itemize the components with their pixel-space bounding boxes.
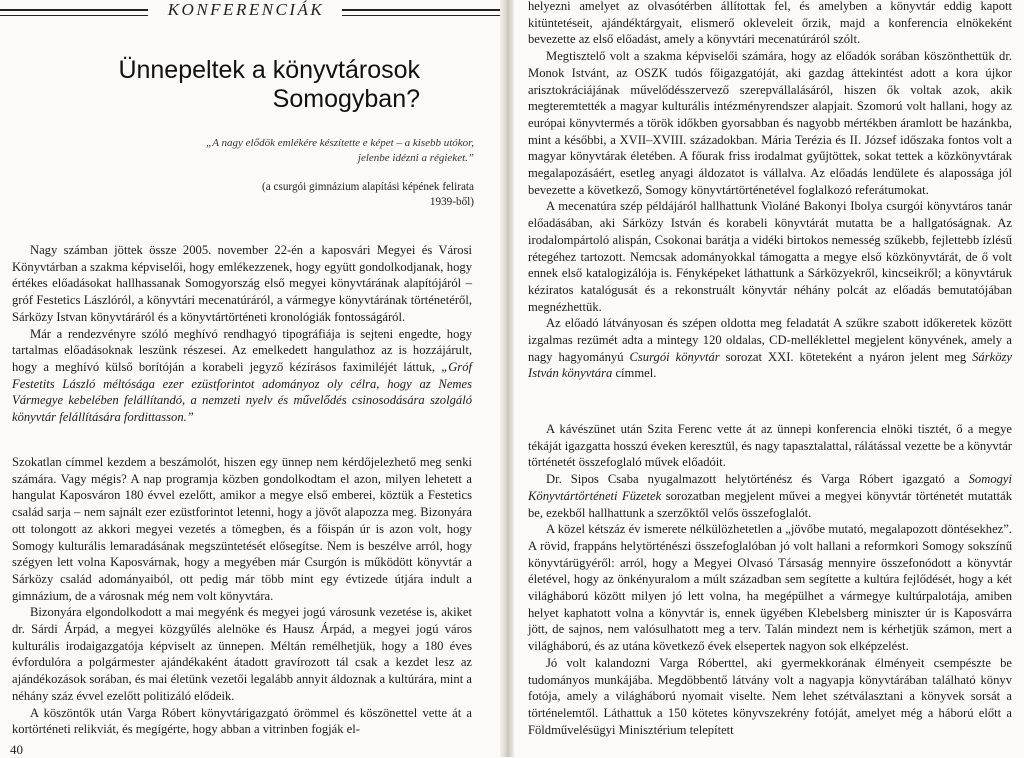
- paragraph: A kávészünet után Szita Ferenc vette át az ünnepi konferencia elnöki tisztét, ő a megye tékáját igazgatta hosszú éveken keresztül, és nagy tapasztalattal, rálátással vezette be a könyvtár történetét összefoglaló művek előadóit.: [528, 422, 1012, 470]
- article-title: [90, 56, 420, 114]
- header-rule-left: [0, 9, 148, 16]
- right-page: [514, 0, 1024, 757]
- paragraph: Jó volt kalandozni Varga Róberttel, aki gyermekkorának élményeit csempészte be tudományos munkájába. Megdöbbentő látvány volt a nagyapja könyvtárában található könyv fotója, amely a világháború nyomait viselte. Nem lehet szétválasztani a könyvek sorsát a történelemtől. Láthattuk a 150 kötetes könyvszekrény fotóját, amelyet még a háború előtt a Földművelésügyi Minisztérium telepített: [528, 655, 1012, 737]
- paragraph: A köszöntők után Varga Róbert könyvtárigazgató örömmel és köszönettel vette át a kortörténeti relikviát, és megígérte, hogy abban a vitrinben fogják el-: [12, 705, 472, 737]
- left-text-block-2: [12, 454, 472, 738]
- paragraph-text: címmel.: [612, 366, 657, 381]
- header-rule-right: [342, 9, 500, 16]
- right-text-block-2: [528, 421, 1012, 738]
- paragraph: helyezni amelyet az olvasótérben állítottak fel, és amelyben a könyvtár eddig kapott kitüntetéseit, ajándéktárgyait, elismerő okleveleit őrzik, majd a konferencia elnökeként bevezette az első előadást, amely a könyvtári mecenatúráról szólt.: [528, 0, 1012, 47]
- section-header: [0, 2, 500, 20]
- paragraph: Megtisztelő volt a szakma képviselői számára, hogy az előadók sorában köszönthettük dr. Monok Istvánt, az OSZK tudós főigazgatóját, aki gazdag áttekintést adott a kora újkor arisztokráciájának művelődésszervező szerepvállalásáról, hiszen ők voltak azok, akik megteremtették a magyar kulturális intézményrendszer alapjait. Szomorú volt hallani, hogy az európai könyvtermés a török időkben gyorsabban és nagyobb mértékben áramlott be hazánkba, mint a későbbi, a XVII–XVIII. századokban. Mária Terézia és II. József időszaka fontos volt a magyar könyvtárak életében. A főurak friss irodalmat gyűjtöttek, sokat tettek a közkönyvtárak megalapozásáért, esetleg anyagi áldozatot is vállalva. Az előadás lendülete és alapossága jól bevezette a következő, Somogy könyvtártörténetével foglalkozó referátumokat.: [528, 49, 1012, 197]
- title-line-2: Somogyban?: [272, 85, 420, 113]
- paragraph-text: Dr. Sipos Csaba nyugalmazott helytörténész és Varga Róbert igazgató a: [546, 472, 969, 487]
- right-text-block-1: [528, 0, 1012, 382]
- paragraph: [12, 326, 472, 426]
- paragraph-text: Az előadó látványosan és szépen oldotta meg feladatát A szűkre szabott időkeretek között izgalmas rezümét adta a mintegy 120 oldalas, CD-melléklettel megjelent könyvének, amely a nagy hagyományú: [528, 316, 1012, 364]
- quoted-text: „Gróf Festetits László méltósága ezer ezüstforintot adományoz oly célra, hogy az Nemes Vármegye kebelében felállítandó, a nemzeti nyelv és művelődés csinosodására szolgáló könyvtár felállítására fordittasson.”: [12, 359, 472, 425]
- paragraph: A közel kétszáz év ismerete nélkülözhetetlen a „jövőbe mutató, megalapozott döntésekhez”. A rövid, frappáns helytörténészi összefoglalóban jó volt hallani a reformkori Somogy sokszínű könyvtárügyéről: arról, hogy a Megyei Olvasó Társaság mennyire összefonódott a könyvtár életével, hogy az önkényuralom a múlt században sem segítette a kultúra fejlődését, hogy a két világháború között milyen jó lett volna, ha megépülhet a vármegye kultúrpalotája, amiben helyet kaphatott volna a könyvtár is, ennek ügyében Klebelsberg miniszter úr is Kaposvárra jött, de sajnos, nem valósulhatott meg a terv. Talán mindezt nem is kérhetjük számon, mert a világháború, és az utána következő évek elsepertek nagyon sok elképzelést.: [528, 522, 1012, 654]
- page-number: 40: [10, 742, 23, 757]
- section-label: KONFERENCIÁK: [167, 0, 325, 19]
- epigraph: „A nagy elődök emlékére készítette e képet – a kisebb utókor, jelenbe idézni a régieket.”: [206, 137, 474, 164]
- title-line-1: Ünnepeltek a könyvtárosok: [118, 56, 420, 84]
- paragraph-text: sorozatban megjelent művei a megyei könyvtár történetét mutatták be, ezekből hallhattunk a szerzőktől velős összefoglalót.: [528, 488, 1012, 520]
- paragraph: A mecenatúra szép példájáról hallhattunk Violáné Bakonyi Ibolya csurgói könyvtáros tanár előadásában, aki Sárközy István és korabeli könyvtárát mutatta be a hallgatóságnak. Az irodalompártoló alispán, Csokonai barátja a vidéki birtokos nemesség szűkebb, fejlettebb ízlésű rétegéhez tartozott. Nemcsak adományokkal támogatta a megye első közkönyvtárát, de ő volt ennek első katalogizálója is. Fényképeket láthattunk a Sárközyekről, kincseikről; a könyvtáruk kéziratos katalógusát és a rekonstruált könyvtár néhány polcát az előadás bemutatójában megnézhettük.: [528, 199, 1012, 314]
- page-gutter: [500, 0, 514, 757]
- paragraph: [528, 471, 1012, 521]
- book-title: Sárközy István könyvtára: [528, 349, 1012, 381]
- paragraph: Nagy számban jöttek össze 2005. november 22-én a kaposvári Megyei és Városi Könyvtárban a szakma képviselői, hogy emlékezzenek, hogy együtt gondolkodjanak, hogy értékes előadásokat hallhassanak Somogyország első megyei könyvtárának alapítójáról – gróf Festetics Lászlóról, a könyvtári mecenatúráról, a vármegye könyvtárának történetéről, Sárközy Istvan könyvtáráról és a könyvtártörténeti kronológiák fontosságáról.: [12, 243, 472, 324]
- paragraph: Bizonyára elgondolkodott a mai megyénk és megyei jogú városunk vezetése is, akiket dr. Sárdi Árpád, a megyei közgyűlés alelnöke és Hausz Árpád, a megyei jogú város kulturális irodaigazgatója képviselt az ünnepen. Méltán remélhetjük, hogy a 180 éves évfordulóra a polgármester ajándékaként átadott gravírozott tál csak a kezdet lesz az ajándékozások sorában, és mai életünk vezetői legalább annyit áldoznak a kultúrára, mint a néhány száz évvel ezelőtt politizáló elődeik.: [12, 605, 472, 703]
- paragraph: [528, 315, 1012, 382]
- left-page: [0, 0, 500, 757]
- paragraph-text: Már a rendezvényre szóló meghívó rendhagyó tipográfiája is sejteni engedte, hogy tartalmas előadásoknak leszünk részesei. Az emelkedett hangulathoz az is hozzájárult, hogy a meghívó külső borítóján a korabeli jegyző kézírásos faximiléjét láttuk,: [12, 326, 472, 374]
- paragraph-text: sorozat XXI. köteteként a nyáron jelent meg: [719, 349, 973, 364]
- paragraph: Szokatlan címmel kezdem a beszámolót, hiszen egy ünnep nem kérdőjelezhető meg senki számára. Vagy mégis? A nap programja közben gondolkodtam el azon, milyen lehetett a hangulat Kaposváron 180 évvel ezelőtt, amikor a megye első emberei, köztük a Festetics család sarja – nem sajnált ezer ezüstforintot letenni, hogy a jövőt alapozza meg. Bizonyára ott tolongott az akkori megyei vezetés a tömegben, és a főispán úr is azon volt, hogy Somogy kulturális lemaradásának megszüntetését elősegítse. Nem is beszélve arról, hogy szégyen lett volna Kaposvárnak, hogy a megyében már Csurgón is működött könyvtár a Sárközy család adományaiból, ott pedig már több mint egy évtizede útjára indult a gimnázium, de a városnak még nem volt könyvtára.: [12, 455, 472, 603]
- series-title: Csurgói könyvtár: [629, 349, 720, 364]
- epigraph-attribution: (a csurgói gimnázium alapítási képének felirata 1939-ből): [262, 181, 474, 208]
- left-text-block-1: [12, 242, 472, 426]
- series-title: Somogyi Könyvtártörténeti Füzetek: [528, 472, 1012, 503]
